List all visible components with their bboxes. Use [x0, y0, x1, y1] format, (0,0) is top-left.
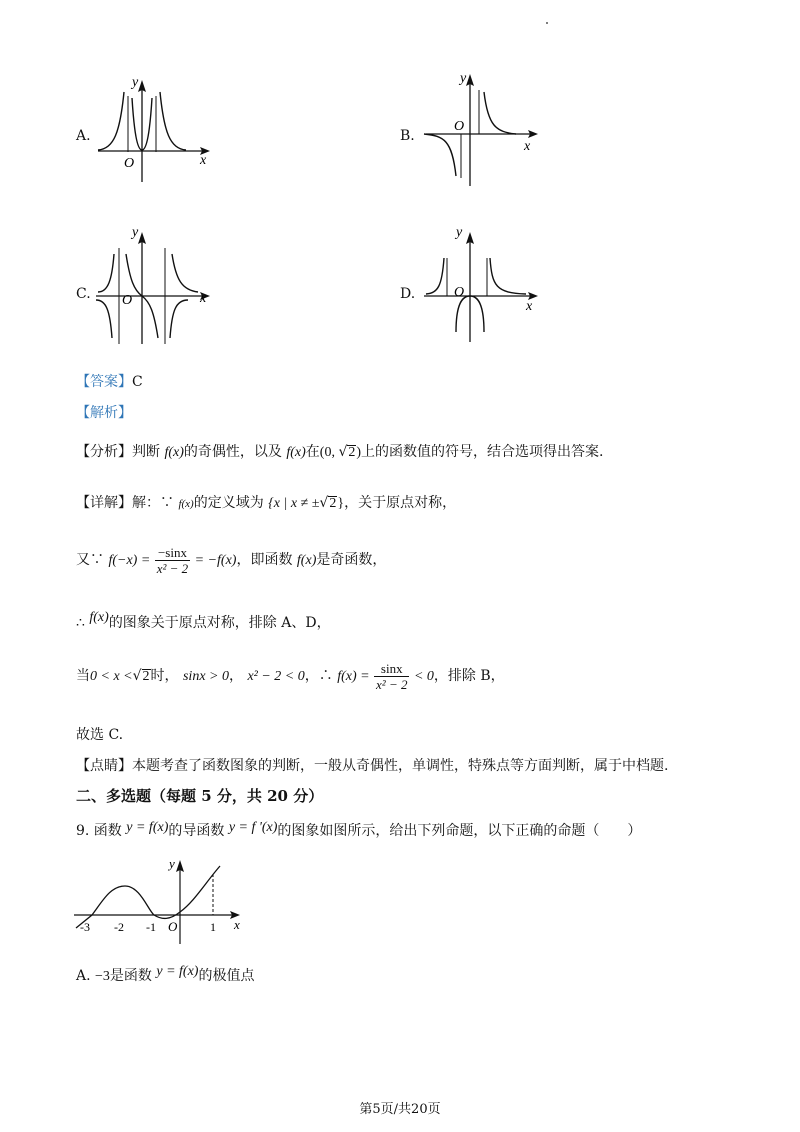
- q9-tick-neg2: -2: [114, 920, 124, 934]
- q9-tick-1: 1: [210, 920, 216, 934]
- jiexi-line: 【解析】: [76, 405, 132, 421]
- guxuan-line: 故选 C.: [76, 727, 124, 743]
- option-a-label: A.: [76, 128, 91, 144]
- option-c-origin: O: [122, 293, 133, 308]
- question-9-graph: [70, 852, 260, 952]
- fenxi-fx: f(x): [164, 445, 184, 460]
- section-2-heading: 二、多选题（每题 5 分，共 20 分）: [76, 787, 324, 805]
- dang-fraction: $\frac{\sin x}{\text{x² − 2}}$: [376, 660, 408, 692]
- option-c-axis-y: y: [132, 225, 139, 240]
- answer-line: 【答案】C: [76, 374, 143, 390]
- answer-tag: 答案: [90, 374, 118, 390]
- option-d-origin: O: [454, 285, 465, 300]
- option-b-graph: [418, 66, 548, 196]
- q9-tick-neg1: -1: [146, 920, 156, 934]
- q9-tick-neg3: -3: [80, 920, 90, 934]
- option-a-axis-y: y: [132, 75, 139, 90]
- option-c-label: C.: [76, 286, 91, 302]
- option-d-label: D.: [400, 286, 416, 302]
- q9-axis-y: y: [169, 856, 175, 871]
- xiangjie-tag: 详解: [90, 495, 118, 511]
- option-d-axis-y: y: [456, 225, 463, 240]
- option-c-graph: [90, 220, 220, 350]
- question-9: 9. 函数 y = f(x)的导函数 y = f '(x)的图象如图所示，给出下列命题，以下正确的命题（ ）: [76, 820, 642, 839]
- jiexi-tag: 解析: [90, 405, 118, 421]
- suoyi-line: ∴ f(x)的图象关于原点对称，排除 A、D，: [76, 610, 331, 631]
- option-b-axis-x: x: [524, 139, 531, 154]
- answer-value: C: [132, 374, 143, 390]
- you-fraction: $\frac{-\sin x}{\text{x² − 2}}$: [156, 544, 189, 576]
- option-b-axis-y: y: [460, 71, 467, 86]
- page-footer: 第5页/共20页: [359, 1102, 441, 1117]
- q9-axis-x: x: [234, 917, 240, 932]
- option-a-graph: [90, 70, 220, 190]
- dianjing-tag: 点睛: [90, 758, 118, 774]
- option-c-axis-x: x: [200, 291, 207, 306]
- q9-origin: O: [168, 919, 178, 934]
- question-9-option-a: A. −3是函数 y = f(x)的极值点: [76, 964, 255, 984]
- xiangjie-line: 【详解】解：∵ f(x)的定义域为 {x | x ≠ ±√2}，关于原点对称，: [76, 495, 457, 511]
- dianjing-line: 【点睛】本题考查了函数图象的判断，一般从奇偶性，单调性，特殊点等方面判断，属于中档题.: [76, 758, 669, 774]
- fenxi-tag: 分析: [90, 444, 118, 460]
- fenxi-line: 【分析】判断 f(x)的奇偶性，以及 f(x)在(0, √2)上的函数值的符号，结合选项得出答案.: [76, 444, 604, 460]
- option-a-origin: O: [124, 156, 135, 171]
- option-b-label: B.: [400, 128, 415, 144]
- option-d-axis-x: x: [526, 299, 533, 314]
- option-d-graph: [418, 220, 548, 350]
- dang-line: 当0 < x <√2时， sinx > 0， x² − 2 < 0，∴ f(x) = $\frac{\sin x}{\text{x² − 2}}$ < 0，排除 B，: [76, 660, 505, 692]
- you-line: 又∵ f(−x) = $\frac{-\sin x}{\text{x² − 2}}$ = −f(x)，即函数 f(x)是奇函数，: [76, 544, 387, 576]
- option-a-axis-x: x: [200, 153, 207, 168]
- page-dot: [546, 22, 548, 24]
- option-b-origin: O: [454, 119, 465, 134]
